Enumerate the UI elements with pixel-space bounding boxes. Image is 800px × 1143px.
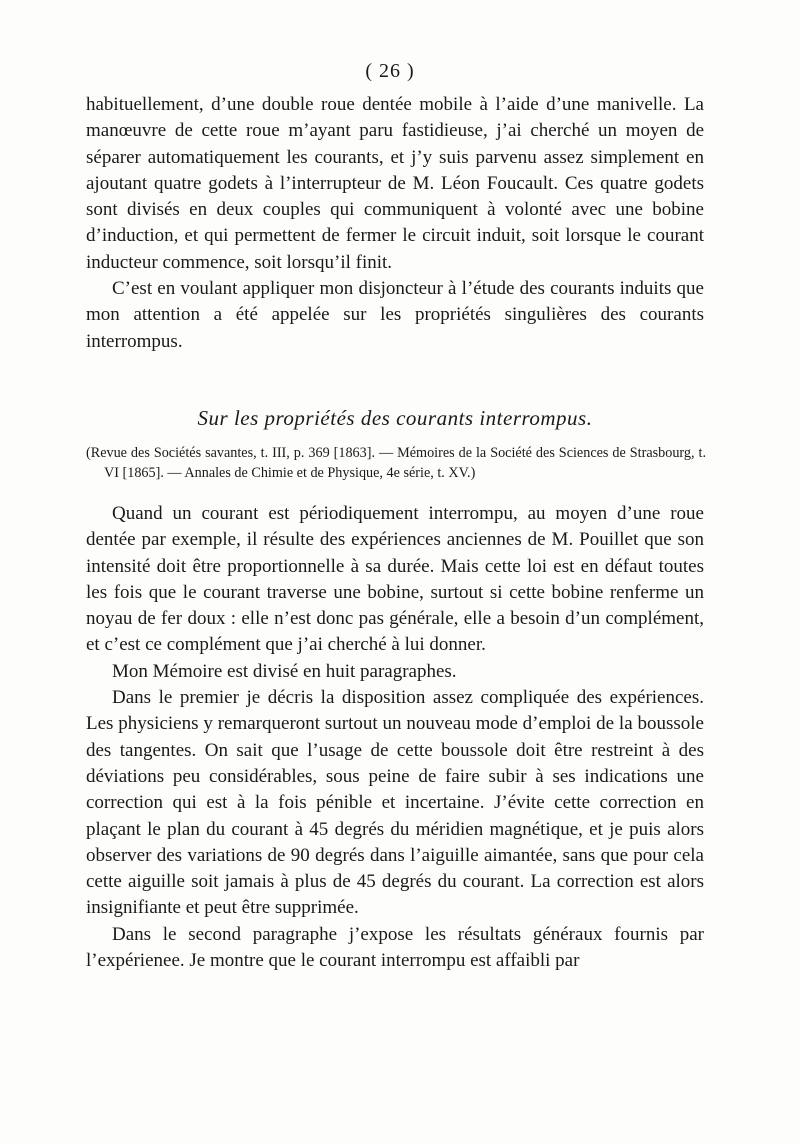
- reference-text: (Revue des Sociétés savantes, t. III, p. 369 [1863]. — Mémoires de la Société des Sciences de Strasbourg, t. VI [1865]. — Annales de Chimie et de Physique, 4e série, t. XV.): [86, 445, 706, 481]
- paragraph: Mon Mémoire est divisé en huit paragraphes.: [112, 660, 457, 682]
- page-number: ( 26 ): [365, 60, 415, 82]
- opening-text: [86, 92, 704, 355]
- section-title: Sur les propriétés des courants interrompus.: [197, 406, 593, 430]
- bibliographic-reference: [86, 443, 706, 483]
- paragraph: Dans le premier je décris la disposition assez compliquée des expériences. Les physiciens y remarqueront surtout un nouveau mode d’emploi de la boussole des tangentes. On sait que l’usage de cette boussole doit être restreint à des déviations peu considérables, sous peine de faire subir à ses indications une correction qui est à la fois pénible et incertaine. J’évite cette correction en plaçant le plan du courant à 45 degrés du méridien magnétique, et je puis alors observer des variations de 90 degrés dans l’aiguille aimantée, sans que pour cela cette aiguille soit jamais à plus de 45 degrés du courant. La correction est alors insignifiante et peut être supprimée.: [86, 687, 704, 919]
- paragraph: habituellement, d’une double roue dentée mobile à l’aide d’une manivelle. La manœuvre de cette roue m’ayant paru fastidieuse, j’ai cherché un moyen de séparer automatiquement les courants, et j’y suis parvenu assez simplement en ajoutant quatre godets à l’interrupteur de M. Léon Foucault. Ces quatre godets sont divisés en deux couples qui communiquent à volonté avec une bobine d’induction, et qui permettent de fermer le circuit induit, soit lorsque le courant inducteur commence, soit lorsqu’il finit.: [86, 94, 704, 273]
- paragraph: C’est en voulant appliquer mon disjoncteur à l’étude des courants induits que mon attention a été appelée sur les propriétés singulières des courants interrompus.: [86, 278, 704, 352]
- body-text: [86, 501, 704, 974]
- paragraph: Dans le second paragraphe j’expose les résultats généraux fournis par l’expérienee. Je montre que le courant interrompu est affaibli par: [86, 923, 704, 972]
- paragraph: Quand un courant est périodiquement interrompu, au moyen d’une roue dentée par exemple, il résulte des expériences anciennes de M. Pouillet que son intensité doit être proportionnelle à sa durée. Mais cette loi est en défaut toutes les fois que le courant traverse une bobine, surtout si cette bobine renferme un noyau de fer doux : elle n’est donc pas générale, elle a besoin d’un complément, et c’est ce complément que j’ai cherché à lui donner.: [86, 503, 704, 656]
